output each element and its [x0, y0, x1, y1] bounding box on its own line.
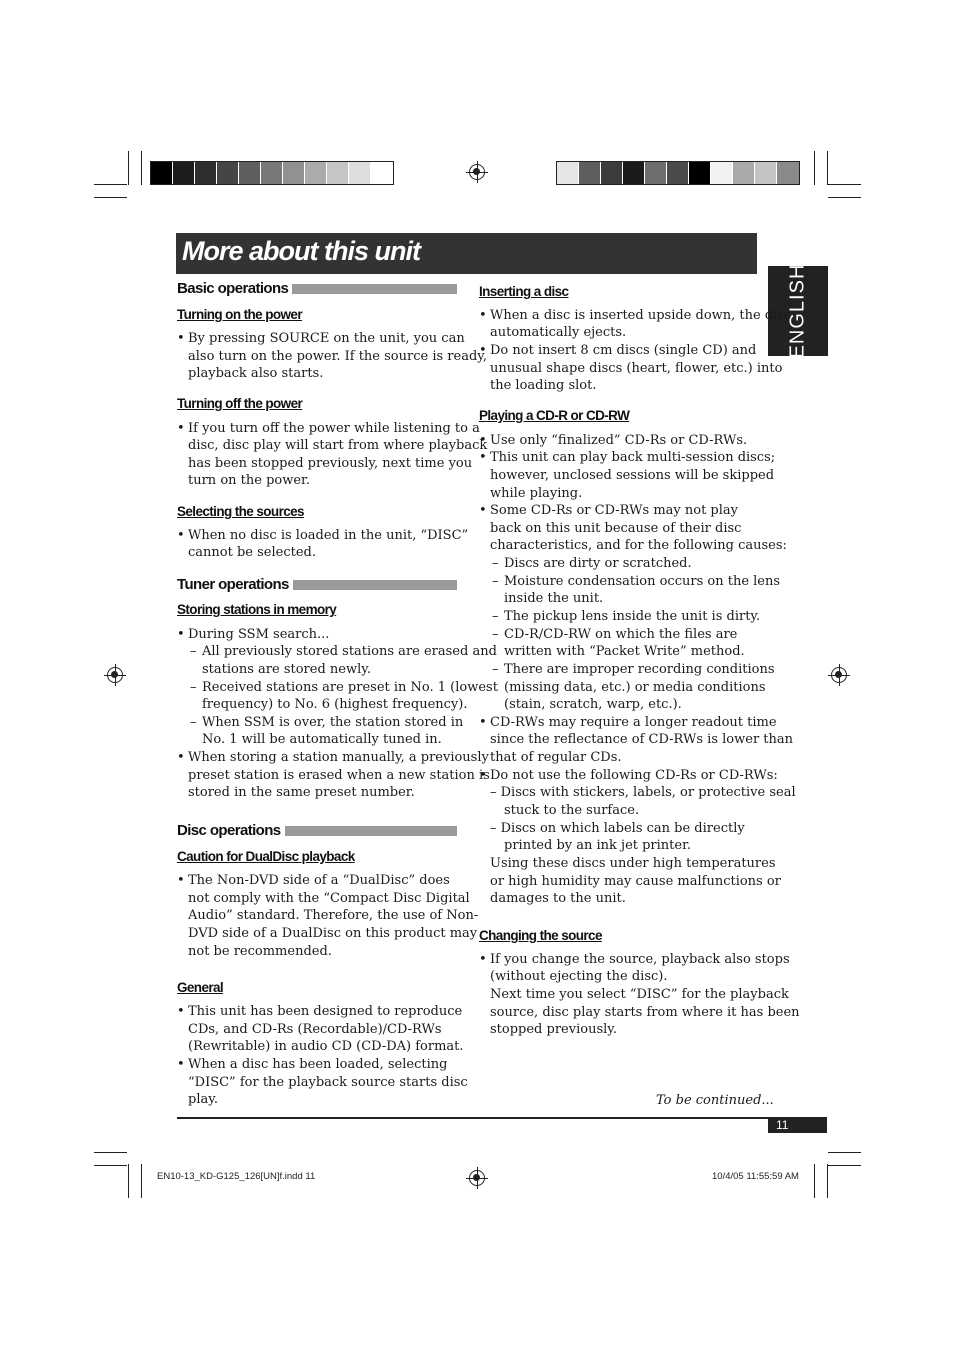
subheading-general: General [177, 980, 224, 995]
gray-swatch [195, 162, 217, 184]
text-line: damages to the unit. [490, 891, 626, 906]
text-line: – Received stations are preset in No. 1 (lowest [202, 679, 498, 697]
text-line: • If you turn off the power while listening to a [188, 420, 480, 438]
text-line: (without ejecting the disc). [490, 969, 668, 984]
text-line: • Some CD-Rs or CD-RWs may not play [490, 502, 738, 520]
text-line: • The Non-DVD side of a “DualDisc” does [188, 872, 450, 890]
page-number: 11 [776, 1118, 789, 1132]
subheading-playing-cdr: Playing a CD-R or CD-RW [479, 408, 630, 423]
section-heading-disc-operations: Disc operations [177, 822, 457, 839]
text-line: cannot be selected. [188, 545, 316, 560]
text-line: • CD-RWs may require a longer readout time [490, 714, 777, 732]
gray-swatch [689, 162, 711, 184]
text-line: turn on the power. [188, 473, 310, 488]
title-banner [176, 233, 757, 274]
gray-swatch [371, 162, 393, 184]
text-line: (missing data, etc.) or media conditions [504, 680, 766, 695]
file-info: EN10-13_KD-G125_126[UN]f.indd 11 [157, 1171, 316, 1182]
crop-mark [94, 197, 127, 198]
text-line: while playing. [490, 486, 583, 501]
gray-swatch [645, 162, 667, 184]
text-line: – CD-R/CD-RW on which the files are [504, 626, 737, 644]
crop-mark [814, 151, 815, 185]
text-line: • When a disc is inserted upside down, the disc [490, 307, 791, 325]
text-line: Next time you select “DISC” for the playback [490, 987, 789, 1002]
text-line: CDs, and CD-Rs (Recordable)/CD-RWs [188, 1022, 442, 1037]
crop-mark [828, 184, 861, 185]
text-line: also turn on the power. If the source is ready, [188, 349, 488, 364]
text-line: however, unclosed sessions will be skipped [490, 468, 775, 483]
date-info: 10/4/05 11:55:59 AM [712, 1171, 799, 1182]
text-line: “DISC” for the playback source starts disc [188, 1075, 468, 1090]
language-label: ENGLISH [786, 263, 809, 359]
text-line: not comply with the “Compact Disc Digital [188, 891, 470, 906]
text-line: • Use only “finalized” CD-Rs or CD-RWs. [490, 432, 747, 450]
continued-note: To be continued... [656, 1093, 774, 1108]
text-line: inside the unit. [504, 591, 604, 606]
crop-mark [128, 1164, 129, 1198]
gray-swatch [623, 162, 645, 184]
gray-swatch [327, 162, 349, 184]
text-line: the loading slot. [490, 378, 597, 393]
gray-scale-bar-right [556, 161, 800, 185]
text-line: since the reflectance of CD-RWs is lower than [490, 732, 794, 747]
gray-swatch [777, 162, 799, 184]
text-line: playback also starts. [188, 366, 324, 381]
text-line: – When SSM is over, the station stored in [202, 714, 463, 732]
page-title: More about this unit [182, 236, 420, 266]
subheading-changing-source: Changing the source [479, 928, 602, 943]
gray-swatch [711, 162, 733, 184]
subheading-turning-on: Turning on the power [177, 307, 302, 322]
text-line: preset station is erased when a new station is [188, 768, 490, 783]
footer-rule [177, 1117, 827, 1119]
text-line: • Do not insert 8 cm discs (single CD) and [490, 342, 756, 360]
crop-mark [94, 1165, 127, 1166]
crop-mark [827, 1164, 828, 1198]
gray-swatch [349, 162, 371, 184]
text-line: frequency) to No. 6 (highest frequency). [202, 697, 468, 712]
registration-mark-icon [469, 1170, 485, 1186]
text-line: • When storing a station manually, a previously [188, 749, 489, 767]
gray-swatch [667, 162, 689, 184]
crop-mark [94, 1152, 127, 1153]
text-line: Using these discs under high temperatures [490, 856, 776, 871]
gray-swatch [239, 162, 261, 184]
text-line: stopped previously. [490, 1022, 618, 1037]
text-line: or high humidity may cause malfunctions or [490, 874, 781, 889]
text-line: back on this unit because of their disc [490, 521, 742, 536]
subheading-inserting-disc: Inserting a disc [479, 284, 569, 299]
crop-mark [828, 197, 861, 198]
subheading-dualdisc: Caution for DualDisc playback [177, 849, 355, 864]
text-line: play. [188, 1092, 218, 1107]
text-line: automatically ejects. [490, 325, 627, 340]
text-line: stuck to the surface. [504, 803, 640, 818]
subheading-storing-stations: Storing stations in memory [177, 602, 337, 617]
text-line: • This unit can play back multi-session discs; [490, 449, 775, 467]
text-line: stored in the same preset number. [188, 785, 415, 800]
gray-swatch [151, 162, 173, 184]
text-line: characteristics, and for the following causes: [490, 538, 787, 553]
gray-swatch [579, 162, 601, 184]
crop-mark [814, 1164, 815, 1198]
text-line: • When a disc has been loaded, selecting [188, 1056, 447, 1074]
gray-swatch [305, 162, 327, 184]
text-line: disc, disc play will start from where playback [188, 438, 488, 453]
gray-swatch [755, 162, 777, 184]
text-line: – Moisture condensation occurs on the lens [504, 573, 780, 591]
page-number-tab [768, 1118, 827, 1133]
registration-mark-icon [469, 164, 485, 180]
crop-mark [141, 1164, 142, 1198]
registration-mark-icon [831, 667, 847, 683]
text-line: (Rewritable) in audio CD (CD-DA) format. [188, 1039, 464, 1054]
text-line: • If you change the source, playback also stops [490, 951, 790, 969]
text-line: (stain, scratch, warp, etc.). [504, 697, 682, 712]
text-line: unusual shape discs (heart, flower, etc.) into [490, 361, 783, 376]
text-line: DVD side of a DualDisc on this product may [188, 926, 478, 941]
text-line: written with “Packet Write” method. [504, 644, 745, 659]
subheading-selecting-sources: Selecting the sources [177, 504, 304, 519]
gray-scale-bar-left [150, 161, 394, 185]
text-line: has been stopped previously, next time you [188, 456, 473, 471]
crop-mark [828, 1152, 861, 1153]
text-line: stations are stored newly. [202, 662, 372, 677]
crop-mark [141, 151, 142, 185]
text-line: – All previously stored stations are erased and [202, 643, 497, 661]
text-line: – There are improper recording conditions [504, 661, 775, 679]
gray-swatch [557, 162, 579, 184]
crop-mark [827, 151, 828, 185]
text-line: • During SSM search... [188, 626, 329, 644]
text-line: • When no disc is loaded in the unit, “DISC” [188, 527, 468, 545]
crop-mark [94, 184, 127, 185]
text-line: • Do not use the following CD-Rs or CD-RWs: [490, 767, 778, 785]
text-line: Audio” standard. Therefore, the use of Non- [188, 908, 479, 923]
text-line: that of regular CDs. [490, 750, 622, 765]
gray-swatch [733, 162, 755, 184]
text-line: printed by an ink jet printer. [504, 838, 692, 853]
crop-mark [828, 1165, 861, 1166]
text-line: – Discs on which labels can be directly [490, 821, 745, 836]
text-line: source, disc play starts from where it has been [490, 1005, 800, 1020]
gray-swatch [173, 162, 195, 184]
section-heading-tuner-operations: Tuner operations [177, 576, 457, 593]
text-line: – The pickup lens inside the unit is dirty. [504, 608, 760, 626]
text-line: – Discs with stickers, labels, or protective seal [490, 785, 796, 800]
section-heading-basic-operations: Basic operations [177, 280, 457, 297]
gray-swatch [283, 162, 305, 184]
subheading-turning-off: Turning off the power [177, 396, 303, 411]
text-line: • By pressing SOURCE on the unit, you can [188, 330, 465, 348]
registration-mark-icon [107, 667, 123, 683]
text-line: not be recommended. [188, 944, 332, 959]
text-line: • This unit has been designed to reproduce [188, 1003, 462, 1021]
gray-swatch [261, 162, 283, 184]
text-line: No. 1 will be automatically tuned in. [202, 732, 442, 747]
crop-mark [128, 151, 129, 185]
gray-swatch [217, 162, 239, 184]
gray-swatch [601, 162, 623, 184]
text-line: – Discs are dirty or scratched. [504, 555, 692, 573]
